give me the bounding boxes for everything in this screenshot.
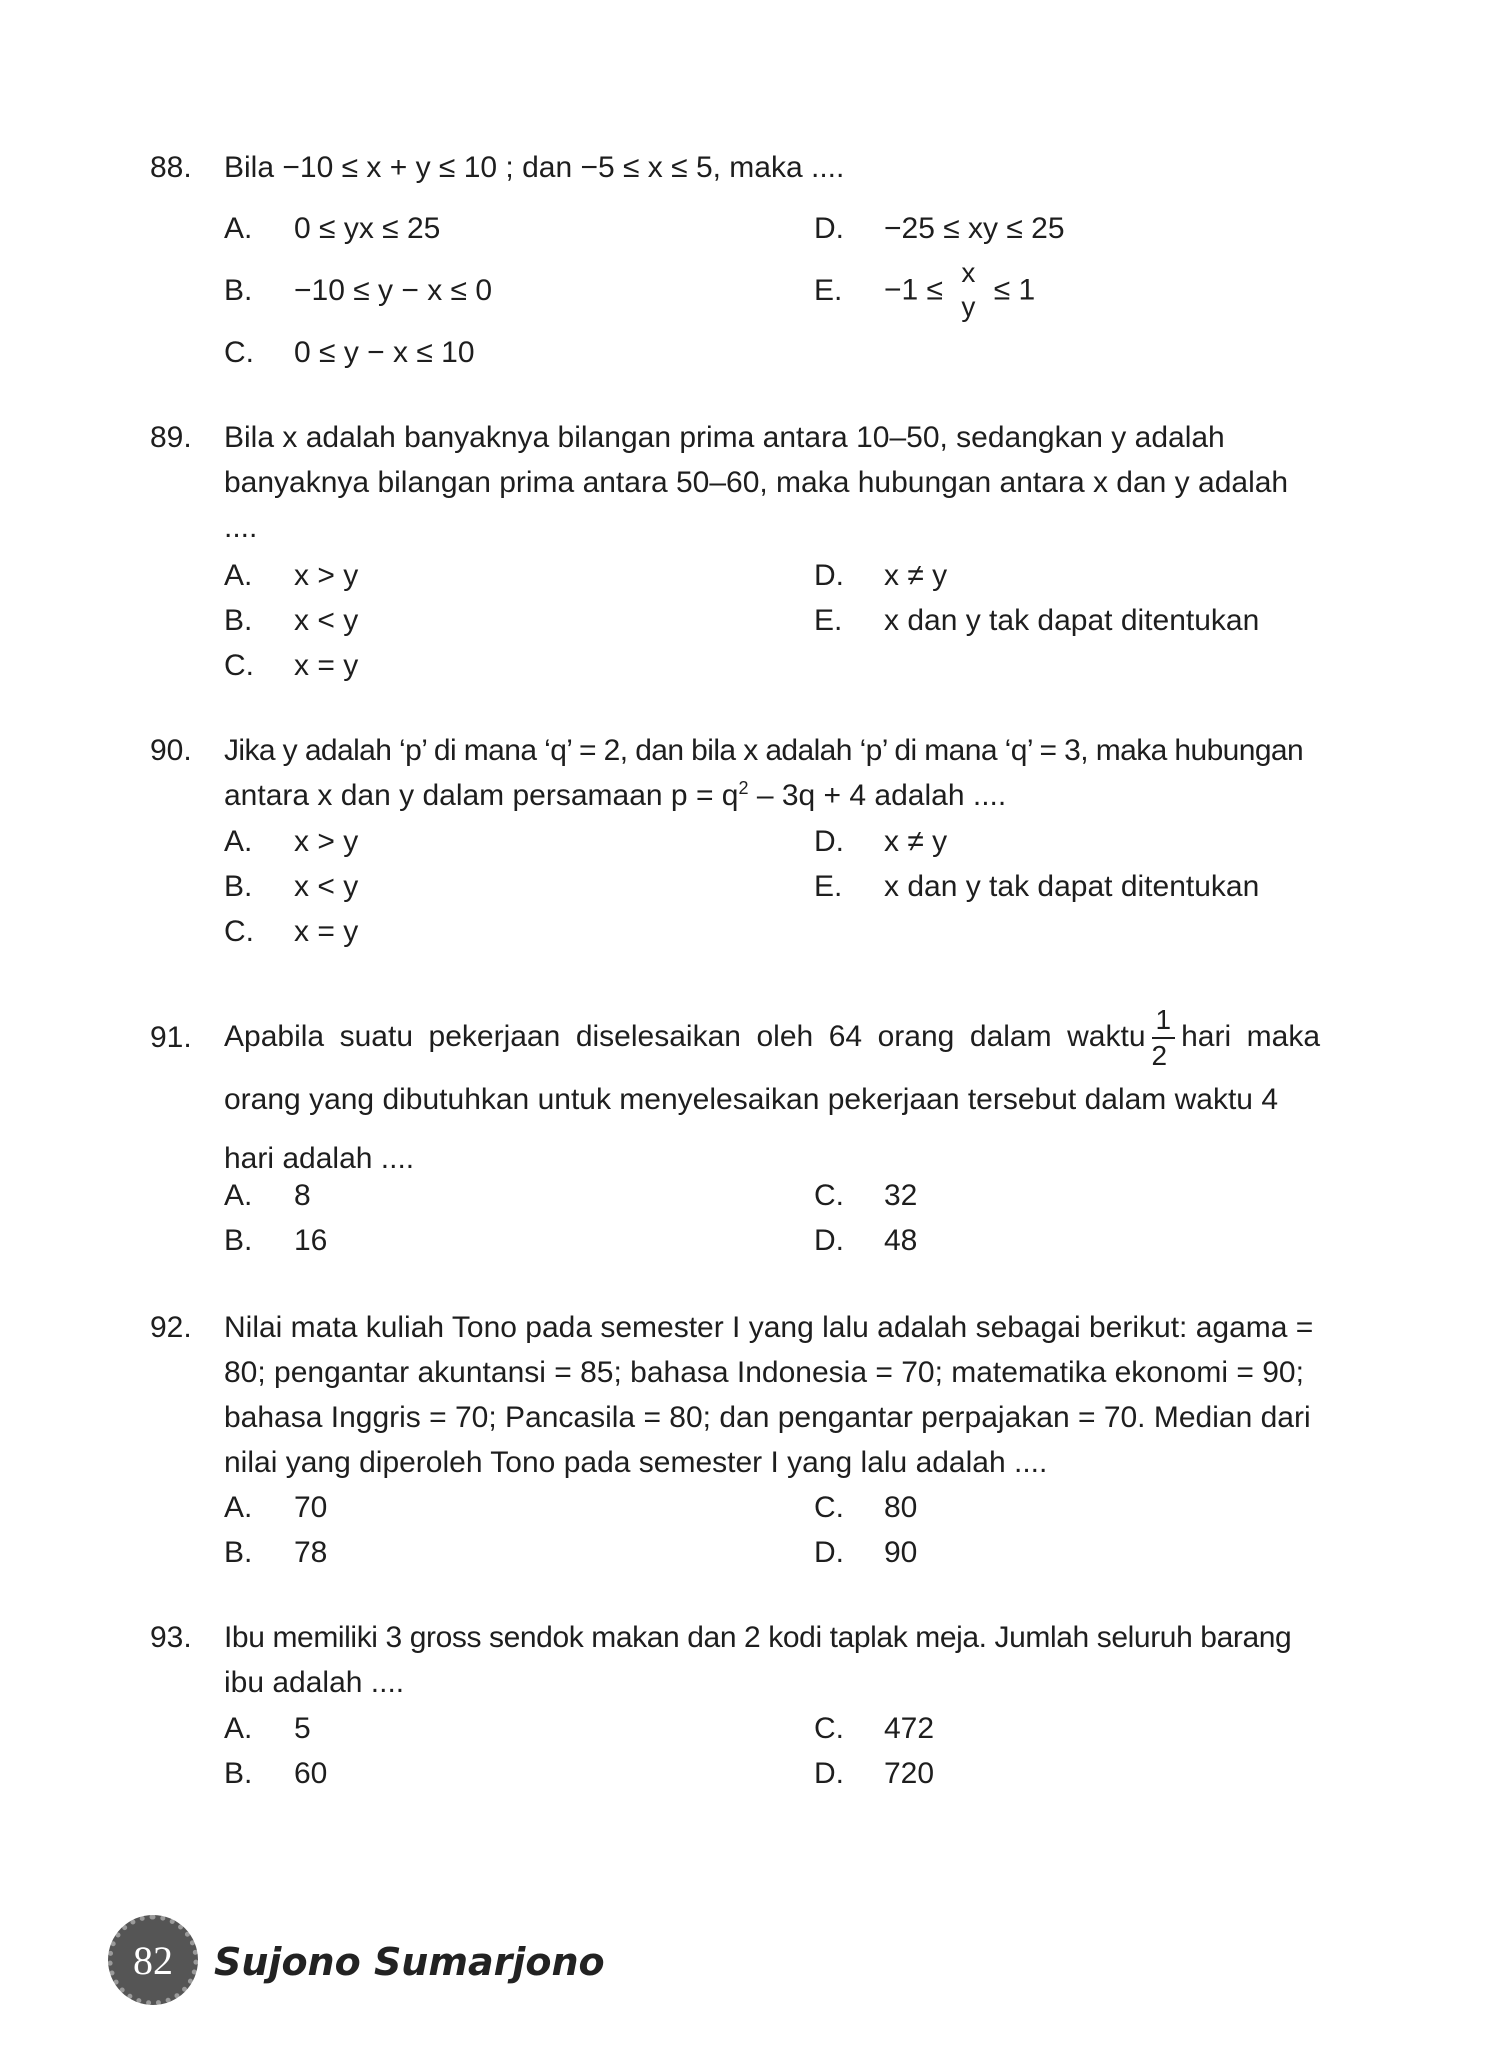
option-88-d: D. −25 ≤ xy ≤ 25 (814, 212, 1065, 245)
question-text-line: Jika y adalah ‘p’ di mana ‘q’ = 2, dan bila x adalah ‘p’ di mana ‘q’ = 3, maka hubungan (224, 734, 1304, 767)
option-90-e: E. x dan y tak dapat ditentukan (814, 870, 1260, 903)
question-text-line: ibu adalah .... (224, 1666, 405, 1699)
option-90-c: C. x = y (224, 915, 359, 948)
option-90-a: A. x > y (224, 825, 359, 858)
option-89-e: E. x dan y tak dapat ditentukan (814, 604, 1260, 637)
question-text: Bila −10 ≤ x + y ≤ 10 ; dan −5 ≤ x ≤ 5, maka .... (224, 151, 845, 184)
question-number: 90. (150, 734, 192, 767)
option-90-d: D. x ≠ y (814, 825, 948, 858)
question-text-line: hari adalah .... (224, 1142, 415, 1175)
option-90-b: B. x < y (224, 870, 359, 903)
question-text-line: Nilai mata kuliah Tono pada semester I yang lalu adalah sebagai berikut: agama = (224, 1311, 1314, 1344)
option-92-d: D. 90 (814, 1536, 918, 1569)
option-92-b: B. 78 (224, 1536, 328, 1569)
option-89-b: B. x < y (224, 604, 359, 637)
option-92-c: C. 80 (814, 1491, 918, 1524)
author-name: Sujono Sumarjono (214, 1940, 605, 1984)
option-88-e: E. −1 ≤ x y ≤ 1 (814, 257, 1036, 322)
option-93-a: A. 5 (224, 1712, 311, 1745)
question-text-line: bahasa Inggris = 70; Pancasila = 80; dan pengantar perpajakan = 70. Median dari (224, 1401, 1311, 1434)
question-text-line: .... (224, 511, 258, 544)
question-number: 88. (150, 151, 192, 184)
option-88-c: C. 0 ≤ y − x ≤ 10 (224, 336, 475, 369)
option-91-d: D. 48 (814, 1224, 918, 1257)
question-number: 93. (150, 1621, 192, 1654)
option-88-b: B. −10 ≤ y − x ≤ 0 (224, 274, 493, 307)
question-text-line: banyaknya bilangan prima antara 50–60, maka hubungan antara x dan y adalah (224, 466, 1289, 499)
question-text-line: Ibu memiliki 3 gross sendok makan dan 2 kodi taplak meja. Jumlah seluruh barang (224, 1621, 1292, 1654)
option-91-a: A. 8 (224, 1179, 311, 1212)
exponent: 2 (738, 778, 749, 798)
option-89-c: C. x = y (224, 649, 359, 682)
option-92-a: A. 70 (224, 1491, 328, 1524)
question-92 (150, 1305, 1320, 1485)
question-text-line: orang yang dibutuhkan untuk menyelesaikan pekerjaan tersebut dalam waktu 4 (224, 1083, 1279, 1116)
option-91-b: B. 16 (224, 1224, 328, 1257)
option-93-d: D. 720 (814, 1757, 935, 1790)
page-number-badge (108, 1915, 198, 2005)
fraction-one-half: $\frac{1}{2}$ (1152, 1005, 1176, 1071)
question-text-line: 80; pengantar akuntansi = 85; bahasa Indonesia = 70; matematika ekonomi = 90; (224, 1356, 1304, 1389)
option-89-d: D. x ≠ y (814, 559, 948, 592)
question-93 (150, 1615, 1320, 1705)
page-number: 82 (133, 1937, 173, 1983)
option-91-c: C. 32 (814, 1179, 918, 1212)
option-93-b: B. 60 (224, 1757, 328, 1790)
fraction-x-over-y: x y (961, 257, 976, 322)
question-90 (150, 728, 1320, 818)
option-88-a: A. 0 ≤ yx ≤ 25 (224, 212, 441, 245)
question-text-line: Bila x adalah banyaknya bilangan prima antara 10–50, sedangkan y adalah (224, 421, 1225, 454)
question-number: 89. (150, 421, 192, 454)
question-number: 91. (150, 1021, 192, 1054)
question-text-line: antara x dan y dalam persamaan $p = q^2 - 3q + 4$ adalah .... (224, 778, 1007, 812)
question-88 (150, 145, 1320, 190)
option-89-a: A. x > y (224, 559, 359, 592)
option-93-c: C. 472 (814, 1712, 935, 1745)
question-89 (150, 415, 1320, 550)
question-text-line: nilai yang diperoleh Tono pada semester I yang lalu adalah .... (224, 1446, 1048, 1479)
question-number: 92. (150, 1311, 192, 1344)
question-91 (150, 1005, 1320, 1181)
question-text-line: Apabila suatu pekerjaan diselesaikan oleh 64 orang dalam waktu $\frac{1}{2}$ hari maka (224, 1004, 1321, 1071)
